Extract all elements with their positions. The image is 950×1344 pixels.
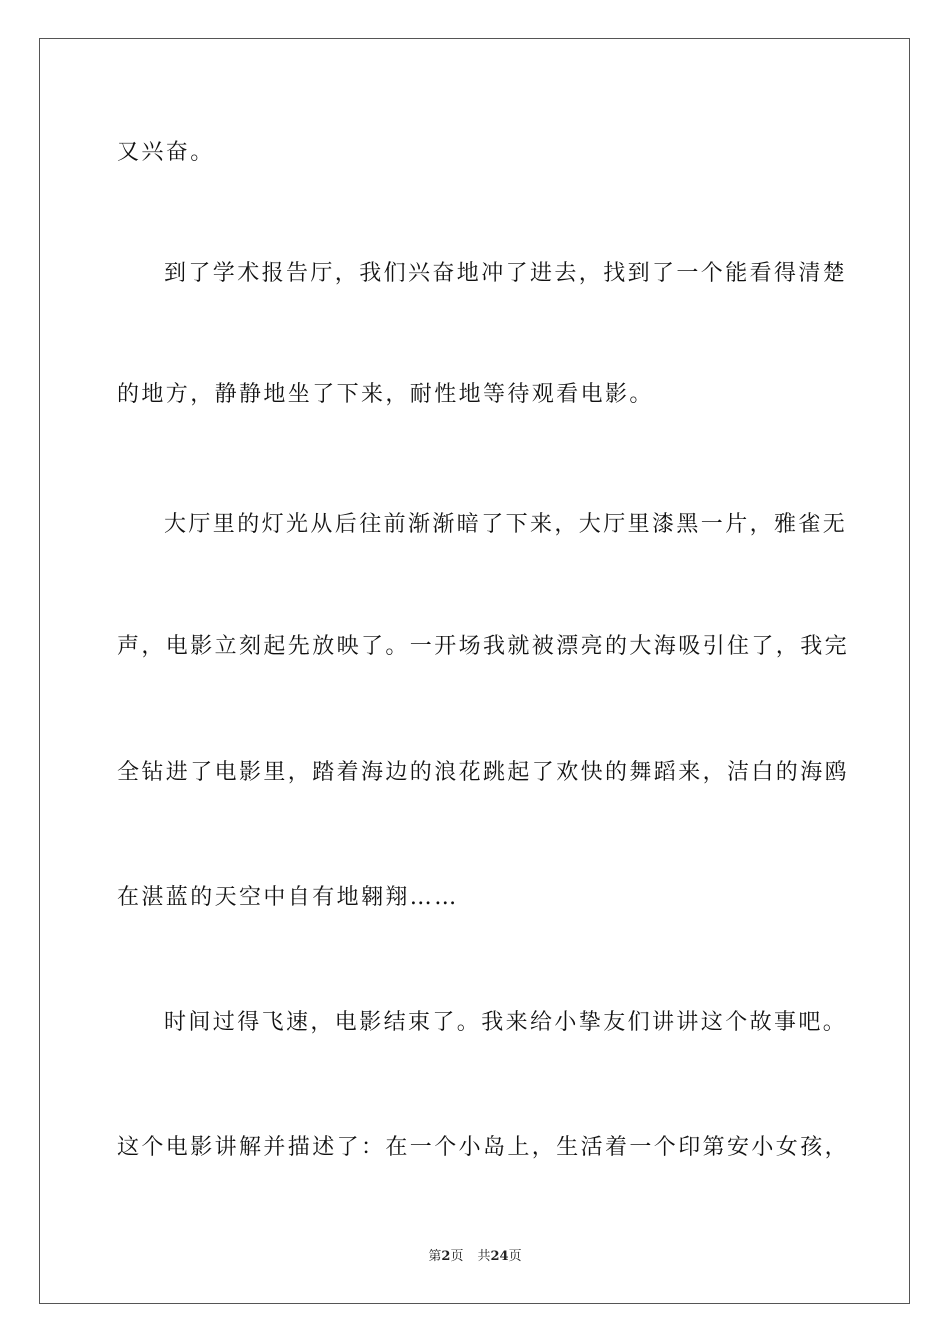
- text-line-1: 又兴奋。: [117, 140, 215, 165]
- footer-page-prefix: 第: [428, 1249, 442, 1264]
- text-line-8: 时间过得飞速，电影结束了。我来给小挚友们讲讲这个故事吧。: [164, 1010, 848, 1035]
- text-line-2: 到了学术报告厅，我们兴奋地冲了进去，找到了一个能看得清楚: [164, 261, 848, 286]
- text-line-4: 大厅里的灯光从后往前渐渐暗了下来，大厅里漆黑一片，雅雀无: [164, 512, 848, 537]
- page-footer: [0, 1248, 950, 1266]
- footer-total-pages: 24: [490, 1249, 509, 1264]
- footer-total-suffix: 页: [508, 1249, 522, 1264]
- text-line-6: 全钻进了电影里，踏着海边的浪花跳起了欢快的舞蹈来，洁白的海鸥: [117, 760, 850, 785]
- footer-page-suffix: 页: [450, 1249, 464, 1264]
- footer-total-prefix: 共: [477, 1249, 491, 1264]
- text-line-9: 这个电影讲解并描述了：在一个小岛上，生活着一个印第安小女孩，: [117, 1135, 850, 1160]
- text-line-5: 声，电影立刻起先放映了。一开场我就被漂亮的大海吸引住了，我完: [117, 634, 850, 659]
- footer-page-number: 2: [441, 1249, 451, 1264]
- text-line-7: 在湛蓝的天空中自有地翱翔……: [117, 885, 459, 910]
- text-line-3: 的地方，静静地坐了下来，耐性地等待观看电影。: [117, 382, 654, 407]
- page-border: [39, 38, 910, 1304]
